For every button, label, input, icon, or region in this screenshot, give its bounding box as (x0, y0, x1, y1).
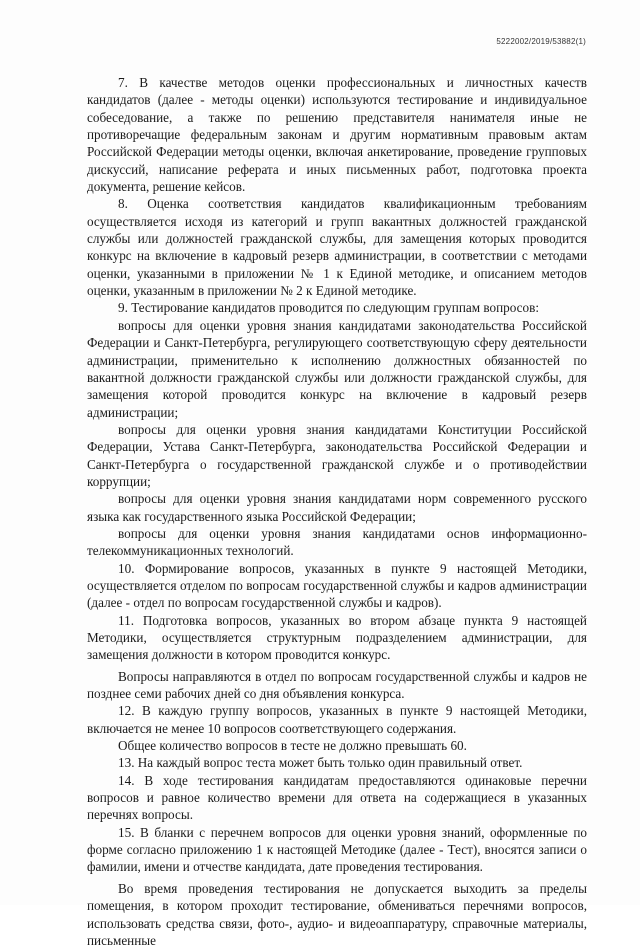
paragraph-12-total: Общее количество вопросов в тесте не должно превышать 60. (118, 738, 467, 754)
paragraph-9-item-legislation: вопросы для оценки уровня знания кандидатами законодательства Российской Федерации и Санкт-Петербурга, регулирующего соответствующую сферу деятельности администрации, применительно к исполнению должностных обязанностей по вакантной должности гражданской службы или должности гражданской службы, для замещения которой проводится конкурс на включение в кадровый резерв администрации; (87, 317, 587, 420)
paragraph-12: 12. В каждую группу вопросов, указанных в пункте 9 настоящей Методики, включается не менее 10 вопросов соответствующего содержания. (87, 703, 587, 736)
document-registration-number: 5222002/2019/53882(1) (496, 37, 586, 46)
document-body (87, 74, 587, 949)
paragraph-13: 13. На каждый вопрос теста может быть только один правильный ответ. (118, 755, 523, 771)
paragraph-9: 9. Тестирование кандидатов проводится по следующим группам вопросов: (118, 300, 540, 316)
paragraph-9-item-russian-language: вопросы для оценки уровня знания кандидатами норм современного русского языка как государственного языка Российской Федерации; (87, 491, 587, 524)
paragraph-9-item-ict: вопросы для оценки уровня знания кандидатами основ информационно-телекоммуникационных технологий. (87, 525, 587, 559)
paragraph-10: 10. Формирование вопросов, указанных в пункте 9 настоящей Методики, осуществляется отделом по вопросам государственной службы и кадров администрации (далее - отдел по вопросам государственной службы и кадров). (87, 560, 587, 611)
paragraph-9-item-constitution: вопросы для оценки уровня знания кандидатами Конституции Российской Федерации, Устава Санкт-Петербурга, законодательства Российской Федерации и Санкт-Петербурга о государственной гражданской службе и о противодействии коррупции; (87, 421, 587, 489)
paragraph-14: 14. В ходе тестирования кандидатам предоставляются одинаковые перечни вопросов и равное количество времени для ответа на содержащиеся в указанных перечнях вопросы. (87, 772, 587, 823)
paragraph-15-rules: Во время проведения тестирования не допускается выходить за пределы помещения, в котором проходит тестирование, обмениваться перечнями вопросов, использовать средства связи, фото-, аудио- и видеоаппаратуру, справочные материалы, письменные (87, 880, 587, 948)
paragraph-11-submission: Вопросы направляются в отдел по вопросам государственной службы и кадров не позднее семи рабочих дней со дня объявления конкурса. (87, 668, 587, 702)
paragraph-8: 8. Оценка соответствия кандидатов квалификационным требованиям осуществляется исходя из категорий и групп вакантных должностей гражданской службы или должностей гражданской службы, для замещения которых проводится конкурс на включение в кадровый резерв администрации, в соответствии с методами оценки, указанными в приложении № 1 к Единой методике, и описанием методов оценки, указанным в приложении № 2 к Единой методике. (87, 196, 587, 299)
paragraph-15: 15. В бланки с перечнем вопросов для оценки уровня знаний, оформленные по форме согласно приложению 1 к настоящей Методике (далее - Тест), вносятся записи о фамилии, имени и отчестве кандидата, дате проведения тестирования. (87, 824, 587, 875)
paragraph-7: 7. В качестве методов оценки профессиональных и личностных качеств кандидатов (далее - методы оценки) используются тестирование и индивидуальное собеседование, а также по решению представителя нанимателя иные не противоречащие федеральным законам и другим нормативным правовым актам Российской Федерации методы оценки, включая анкетирование, проведение групповых дискуссий, написание реферата и иных письменных работ, подготовка проекта документа, решение кейсов. (87, 75, 587, 195)
paragraph-11: 11. Подготовка вопросов, указанных во втором абзаце пункта 9 настоящей Методики, осуществляется структурным подразделением администрации, для замещения должности в котором проводится конкурс. (87, 612, 587, 663)
